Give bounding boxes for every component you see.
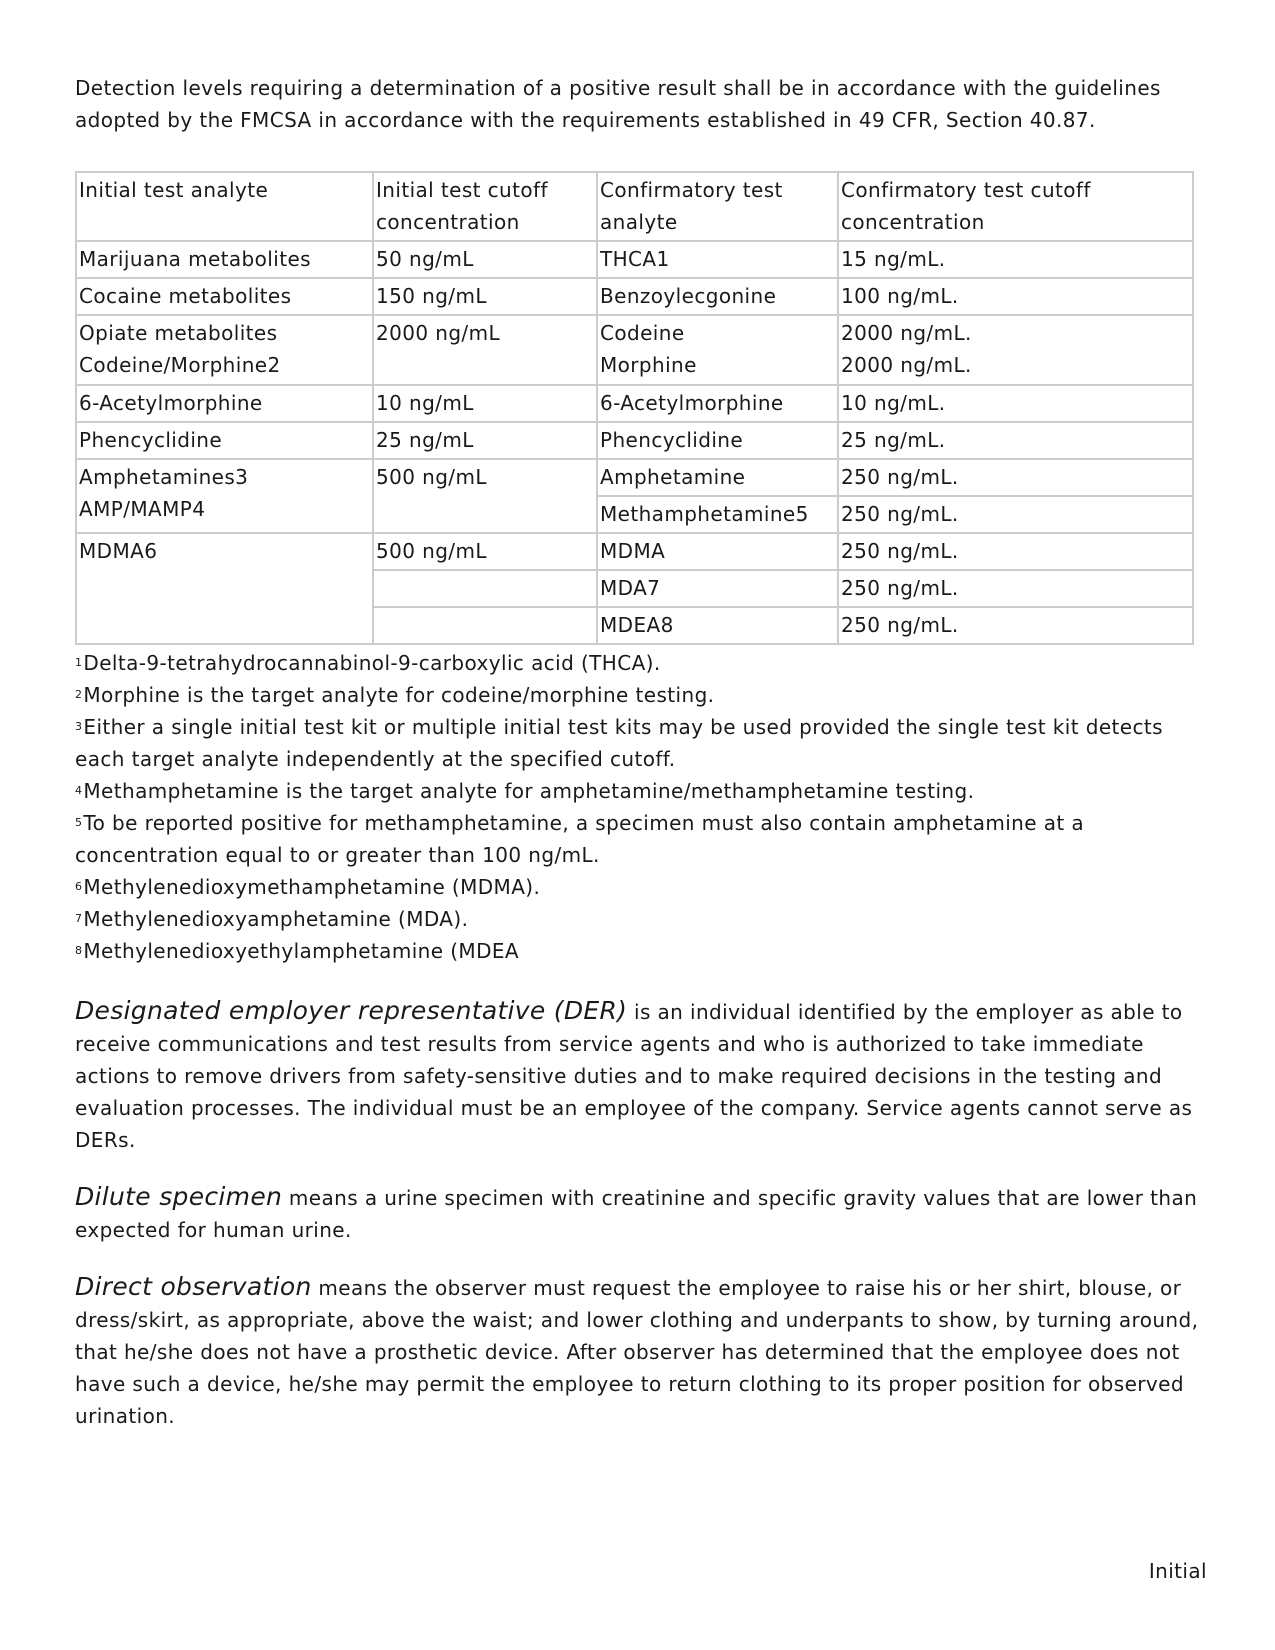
- footnote: [75, 807, 1205, 871]
- table-cell: 6-Acetylmorphine: [76, 385, 373, 422]
- footnote: [75, 935, 1205, 967]
- table-cell: 250 ng/mL.: [838, 533, 1193, 570]
- table-header-cell: Initial test cutoff concentration: [373, 172, 597, 241]
- table-row: [76, 459, 1193, 496]
- table-cell: 25 ng/mL.: [838, 422, 1193, 459]
- table-cell: 25 ng/mL: [373, 422, 597, 459]
- table-cell: THCA1: [597, 241, 838, 278]
- footnote: [75, 775, 1205, 807]
- cell-line: Amphetamines3: [79, 465, 249, 489]
- table-row: [76, 315, 1193, 385]
- definition-term: Dilute specimen: [75, 1182, 283, 1211]
- table-cell: [76, 459, 373, 533]
- table-cell: 2000 ng/mL: [373, 315, 597, 385]
- table-header-row: [76, 172, 1193, 241]
- table-cell: MDA7: [597, 570, 838, 607]
- footnote-number: 7: [75, 912, 83, 925]
- table-row: [76, 241, 1193, 278]
- footnote-number: 4: [75, 784, 83, 797]
- footnote: [75, 647, 1205, 679]
- table-cell: [76, 315, 373, 385]
- footnote-number: 8: [75, 944, 83, 957]
- table-cell: Phencyclidine: [76, 422, 373, 459]
- table-row: [76, 278, 1193, 315]
- cell-line: Codeine/Morphine2: [79, 353, 281, 377]
- cell-line: AMP/MAMP4: [79, 497, 206, 521]
- footnote-text: Methamphetamine is the target analyte for amphetamine/methamphetamine testing.: [83, 779, 975, 803]
- intro-paragraph: Detection levels requiring a determination of a positive result shall be in accordance with the guidelines adopted by the FMCSA in accordance with the requirements established in 49 CFR, Section 40.87.: [75, 76, 1161, 132]
- table-cell: MDEA8: [597, 607, 838, 644]
- definition-term: Designated employer representative (DER): [75, 996, 628, 1025]
- table-cell: [838, 315, 1193, 385]
- footnote-text: Delta-9-tetrahydrocannabinol-9-carboxylic acid (THCA).: [83, 651, 661, 675]
- footnote-number: 5: [75, 816, 83, 829]
- table-cell: 250 ng/mL.: [838, 607, 1193, 644]
- definition-direct-observation: [75, 1271, 1205, 1432]
- footnote-text: Morphine is the target analyte for codeine/morphine testing.: [83, 683, 715, 707]
- definition-text: is an individual identified by the employer as able to receive communications and test results from service agents and who is authorized to take immediate actions to remove drivers from safety-sensitive duties and to make required decisions in the testing and evaluation processes. The individual must be an employee of the company. Service agents cannot serve as DERs.: [75, 1000, 1193, 1152]
- table-cell: Cocaine metabolites: [76, 278, 373, 315]
- cell-line: 2000 ng/mL.: [841, 353, 972, 377]
- document-page: [75, 72, 1205, 1432]
- footnote: [75, 711, 1205, 775]
- footnote: [75, 679, 1205, 711]
- table-cell-empty: [373, 570, 597, 607]
- table-cell: 250 ng/mL.: [838, 496, 1193, 533]
- table-cell: 50 ng/mL: [373, 241, 597, 278]
- table-row: [76, 533, 1193, 570]
- footnote-number: 1: [75, 656, 83, 669]
- table-cell: Phencyclidine: [597, 422, 838, 459]
- table-cell: Methamphetamine5: [597, 496, 838, 533]
- table-row: [76, 385, 1193, 422]
- drug-cutoff-table: [75, 171, 1194, 645]
- footnote-text: Methylenedioxyamphetamine (MDA).: [83, 907, 469, 931]
- page-footer-initial: Initial: [1148, 1559, 1207, 1583]
- table-cell: 500 ng/mL: [373, 459, 597, 533]
- table-cell: 10 ng/mL: [373, 385, 597, 422]
- table-row: [76, 422, 1193, 459]
- cell-line: Codeine: [600, 321, 685, 345]
- table-cell: 150 ng/mL: [373, 278, 597, 315]
- table-cell: 500 ng/mL: [373, 533, 597, 570]
- table-header-cell: Confirmatory test analyte: [597, 172, 838, 241]
- table-cell: 100 ng/mL.: [838, 278, 1193, 315]
- table-header-cell: Initial test analyte: [76, 172, 373, 241]
- footnote-number: 6: [75, 880, 83, 893]
- table-cell: 250 ng/mL.: [838, 570, 1193, 607]
- definition-der: [75, 995, 1205, 1156]
- footnotes: [75, 647, 1205, 967]
- table-cell: Benzoylecgonine: [597, 278, 838, 315]
- table-cell: Amphetamine: [597, 459, 838, 496]
- table-cell: MDMA6: [76, 533, 373, 644]
- definition-term: Direct observation: [75, 1272, 312, 1301]
- cell-line: 2000 ng/mL.: [841, 321, 972, 345]
- footnote-number: 2: [75, 688, 83, 701]
- footnote: [75, 871, 1205, 903]
- footnote-text: Either a single initial test kit or multiple initial test kits may be used provided the single test kit detects each target analyte independently at the specified cutoff.: [75, 715, 1163, 771]
- footnote-number: 3: [75, 720, 83, 733]
- cell-line: Opiate metabolites: [79, 321, 278, 345]
- footnote-text: To be reported positive for methamphetamine, a specimen must also contain amphetamine at a concentration equal to or greater than 100 ng/mL.: [75, 811, 1085, 867]
- definition-text: means a urine specimen with creatinine and specific gravity values that are lower than expected for human urine.: [75, 1186, 1198, 1242]
- cell-line: Morphine: [600, 353, 697, 377]
- footnote: [75, 903, 1205, 935]
- definition-text: means the observer must request the employee to raise his or her shirt, blouse, or dress/skirt, as appropriate, above the waist; and lower clothing and underpants to show, by turning around, that he/she does not have a prosthetic device. After observer has determined that the employee does not have such a device, he/she may permit the employee to return clothing to its proper position for observed urination.: [75, 1276, 1199, 1428]
- footnote-text: Methylenedioxymethamphetamine (MDMA).: [83, 875, 541, 899]
- table-header-cell: Confirmatory test cutoff concentration: [838, 172, 1193, 241]
- table-cell: 250 ng/mL.: [838, 459, 1193, 496]
- table-cell: 15 ng/mL.: [838, 241, 1193, 278]
- footnote-text: Methylenedioxyethylamphetamine (MDEA: [83, 939, 519, 963]
- table-cell: MDMA: [597, 533, 838, 570]
- table-cell: [597, 315, 838, 385]
- definition-dilute-specimen: [75, 1181, 1205, 1246]
- table-cell: 6-Acetylmorphine: [597, 385, 838, 422]
- table-cell: Marijuana metabolites: [76, 241, 373, 278]
- table-cell-empty: [373, 607, 597, 644]
- table-cell: 10 ng/mL.: [838, 385, 1193, 422]
